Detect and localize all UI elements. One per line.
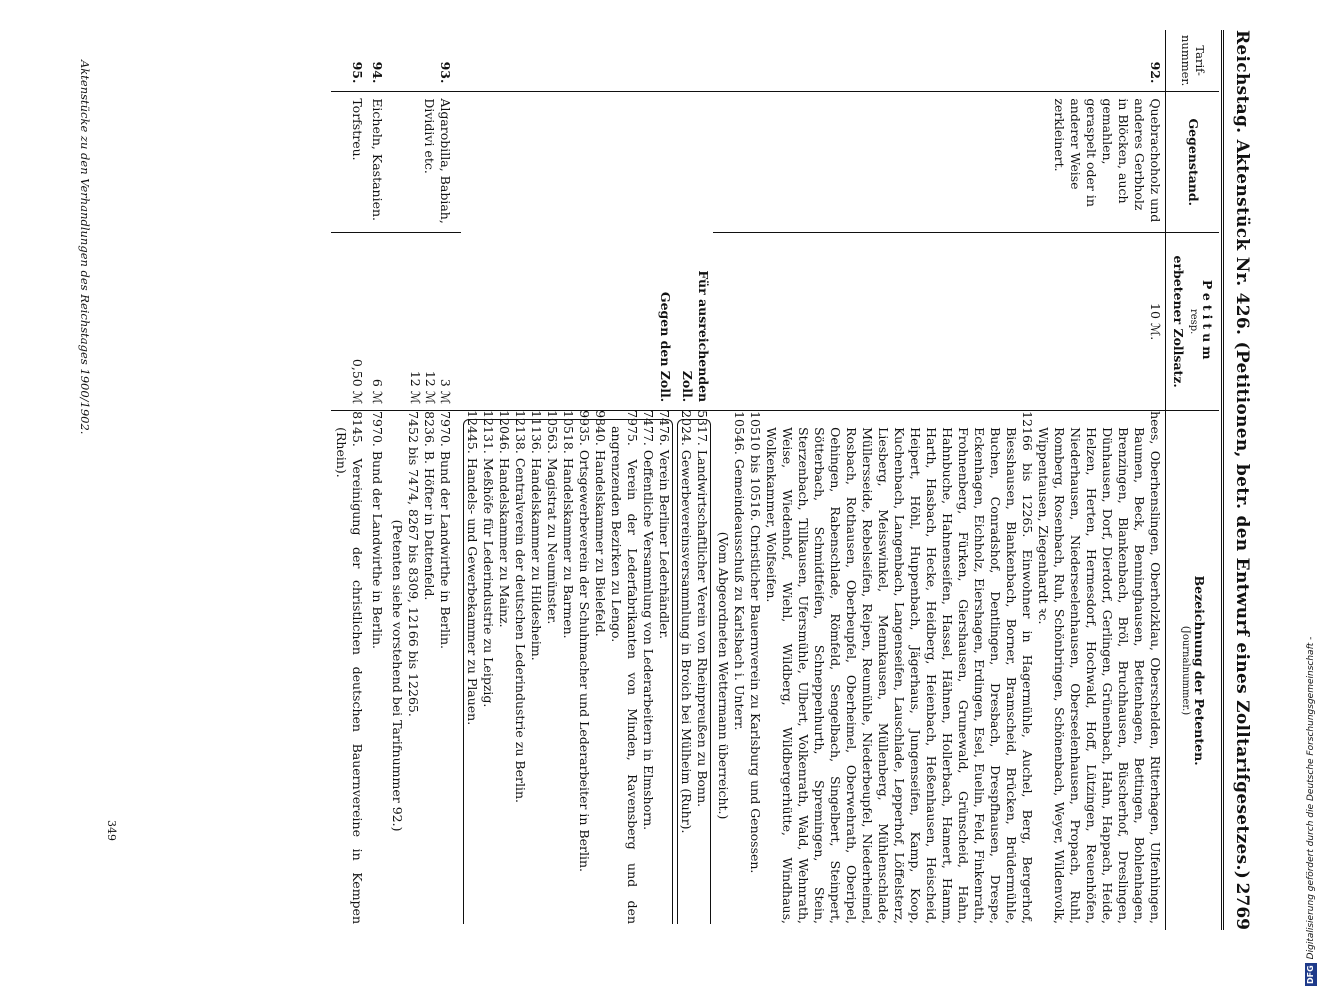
page-footer	[78, 60, 118, 880]
list-item: 10546. Gemeindeausschuß zu Karlsbach i. Unterr.	[732, 411, 748, 731]
col-gegenstand: Gegenstand.	[1166, 92, 1219, 233]
list-item: 7452 bis 7474, 8267 bis 8309, 12166 bis 12265.	[406, 411, 422, 717]
bracket-group	[463, 410, 673, 924]
list-item: 2024. Gewerbevereinsversammlung in Broich bei Mülheim (Ruhr).	[679, 410, 695, 834]
table-row	[331, 30, 367, 930]
list-item: (Vom Abgeordneten Wettermann überreicht.)	[716, 531, 732, 820]
list-item: 10563. Magistrat zu Neumünster.	[545, 410, 561, 625]
rate-value: 6 ℳ	[370, 378, 386, 405]
petenten-list	[461, 411, 675, 930]
gegenstand-text: Eicheln, Kastanien.	[367, 92, 387, 233]
rate-value: 0,50 ℳ	[350, 358, 366, 405]
list-item: 9840. Handelskammer zu Bielefeld.	[593, 410, 609, 637]
table-row	[387, 30, 455, 930]
list-item: 5317. Landwirtschaftlicher Verein von Rheinpreußen zu Bonn.	[695, 410, 711, 808]
table-row	[367, 30, 387, 930]
rate-value: 3 ℳ	[438, 378, 454, 405]
header-rule	[1221, 30, 1224, 930]
petitions-table	[331, 30, 1219, 930]
list-item: (Petenten siehe vorstehend bei Tarifnummer 92.)	[390, 519, 406, 832]
list-item: 7477. Oeffentliche Versammlung von Lederarbeitern in Elmshorn.	[641, 410, 657, 831]
col-petitum-sub: erbetener Zollsatz.	[1171, 255, 1187, 388]
list-item: 10510 bis 10516. Christlicher Bauernverein zu Karlsburg und Genossen.	[748, 411, 764, 874]
petitum-rates	[331, 233, 367, 411]
col-petitum-title: Petitum	[1200, 279, 1215, 364]
sheet-number: 349	[105, 820, 118, 841]
petenten-list	[387, 411, 455, 930]
rate-value: 12 ℳ	[423, 370, 439, 405]
list-item: 7970. Bund der Landwirthe in Berlin.	[370, 411, 386, 649]
tarif-number: 95.	[350, 61, 366, 84]
list-item: 12445. Handels- und Gewerbekammer zu Plauen.	[465, 410, 481, 726]
petitum-gegen: Gegen den Zoll.	[658, 291, 674, 403]
source-note: Aktenstücke zu den Verhandlungen des Reichstages 1900/1902.	[78, 60, 92, 435]
digitization-strip	[1298, 0, 1324, 1000]
tarif-number: 92.	[1148, 61, 1164, 84]
list-item: 8145. Vereinigung der christlichen deutschen Bauernvereine in Kempen (Rhein).	[334, 411, 366, 924]
table-row	[713, 30, 1166, 930]
dfg-logo: DFG	[1306, 965, 1315, 984]
list-item: 9935. Ortsgewerbeverein der Schuhmacher und Lederarbeiter in Berlin.	[577, 410, 593, 872]
list-item: 12138. Centralverein der deutschen Lederindustrie zu Berlin.	[513, 410, 529, 803]
tarif-number: 94.	[370, 61, 386, 84]
table-header-row	[1166, 30, 1219, 930]
list-item: 8236. B. Höfter in Dattenfeld.	[422, 411, 438, 601]
petitum-rates	[367, 233, 387, 411]
tarif-number: 93.	[438, 61, 454, 84]
digitization-text: Digitalisierung gefördert durch die Deutsche Forschungsgemeinschaft -	[1306, 636, 1316, 960]
col-petenten-sub: (Journalnummer.)	[1180, 625, 1191, 716]
list-item: 11136. Handelskammer zu Hildesheim.	[529, 410, 545, 661]
petitum-rate: 10 ℳ.	[713, 233, 1166, 411]
rate-value: 12 ℳ	[408, 370, 424, 405]
header-title: Reichstag. Aktenstück Nr. 426. (Petitionen, betr. den Entwurf eines Zolltarifgesetzes.)	[1232, 30, 1252, 880]
gegenstand-text: Algarobilla, Babiah, Dividivi etc.	[387, 92, 455, 233]
list-item: 7970. Bund der Landwirthe in Berlin.	[438, 411, 454, 649]
gegenstand-text: Torfstreu.	[331, 92, 367, 233]
list-item: 7476. Verein Berliner Lederhändler.	[657, 410, 673, 640]
petenten-list	[331, 411, 367, 930]
col-petitum	[1166, 233, 1219, 411]
col-tarif: Tarif-nummer.	[1166, 30, 1219, 92]
bracket-group	[677, 410, 711, 924]
petenten-list	[367, 411, 387, 930]
col-petenten-title: Bezeichnung der Petenten.	[1192, 575, 1207, 766]
list-item: 12131. Meßhöfe für Lederindustrie zu Leipzig.	[481, 410, 497, 708]
list-item: 7975. Verein der Lederfabrikanten von Minden, Ravensberg und den angrenzenden Bezirken zu Lengo.	[609, 410, 641, 924]
page-header	[1224, 30, 1258, 930]
col-petenten	[1166, 411, 1219, 930]
digitization-note	[1298, 0, 1324, 1000]
petitum-ausreichend: Für ausreichenden Zoll.	[680, 270, 712, 403]
petenten-list	[675, 411, 713, 930]
list-item: 12046. Handelskammer zu Mainz.	[497, 410, 513, 628]
petitum-rates	[387, 233, 455, 411]
list-item: hees, Oberhenslingen, Oberholzklau, Oberschelden, Ritterhagen, Ulfenhingen, Baumen, Beck, Benninghausen, Bettenhagen, Bettingen, Bohlenhagen, Brenzingen, Blankenbach, Bröl, Bruchhausen, Büscherhof, Dreslingen, Dünhausen, Dorf, Dierdorf, Gerlingen, Grünenbach, Hahn, Happach, Heide, Helzen, Herten, Hermesdorf, Hochwald, Hoff, Lützingen, Reuenhöfen, Niederhausen, Niederseelenhausen, Oberseelenhausen, Propach, Ruhl, Romberg, Rosenbach, Ruh, Schönbringen, Schönenbach, Weyer, Wildenvolk, Wippentausen, Ziegenhardt ꝛc.	[1036, 411, 1164, 924]
page-number: 2769	[1232, 882, 1252, 930]
petenten-list	[713, 411, 1166, 930]
gegenstand-text: Quebrachoholz und anderes Gerbholz in Blöcken, auch gemahlen, geraspelt oder in anderer Weise zerkleinert.	[461, 92, 1166, 233]
list-item: 12166 bis 12265. Einwohner in Hagermühle, Auchel, Berg, Bergerhof, Biesshausen, Blankenbach, Borner, Bramscheid, Brücken, Brüdermühle, Buchen, Conradshof, Dentlingen, Dresbach, Drespfhausen, Drespe, Eckenhagen, Eichholz, Eiershagen, Erdingen, Esel, Euelin, Feld, Finkenrath, Frohnenberg, Fürken, Giershausen, Grunewald, Grünscheid, Hahn, Hahnbuche, Hahnenseifen, Hassel, Hähnen, Hollerbach, Hamert, Hamm, Harth, Hasbach, Hecke, Heidberg, Heienbach, Heßenhausen, Heischeid, Heipert, Höhl, Huppenbach, Jägerhaus, Jungenseifen, Kamp, Koop, Kuchenbach, Langenbach, Langenseifen, Lauschlade, Lepperhof, Löffelsterz, Liesberg, Meisswinkel, Mennkausen, Müllenberg, Mühlenschlade, Müllersseide, Rebelseifen, Reipen, Reumühle, Niederbeupfel, Niederheimel, Rosbach, Rothausen, Oberbeupfel, Oberheimel, Oberwehrath, Oberipel, Oehingen, Rabenschlade, Römfeld, Sengelbach, Singelbert, Steinpert, Sötterbach, Schmidtfeifen, Schneppenhurth, Spremingen, Stein, Sterzenbach, Tillkausen, Ufersmühle, Ulbert, Volkenrath, Wald, Wehnrath, Weise, Wiedenhof, Wiehl, Wildberg, Wildbergerhütte, Windhaus, Wolkenkammer, Wolfseifen.	[764, 411, 1036, 924]
list-item: 10518. Handelskammer zu Barmen.	[561, 410, 577, 639]
col-petitum-resp: resp.	[1188, 308, 1199, 335]
